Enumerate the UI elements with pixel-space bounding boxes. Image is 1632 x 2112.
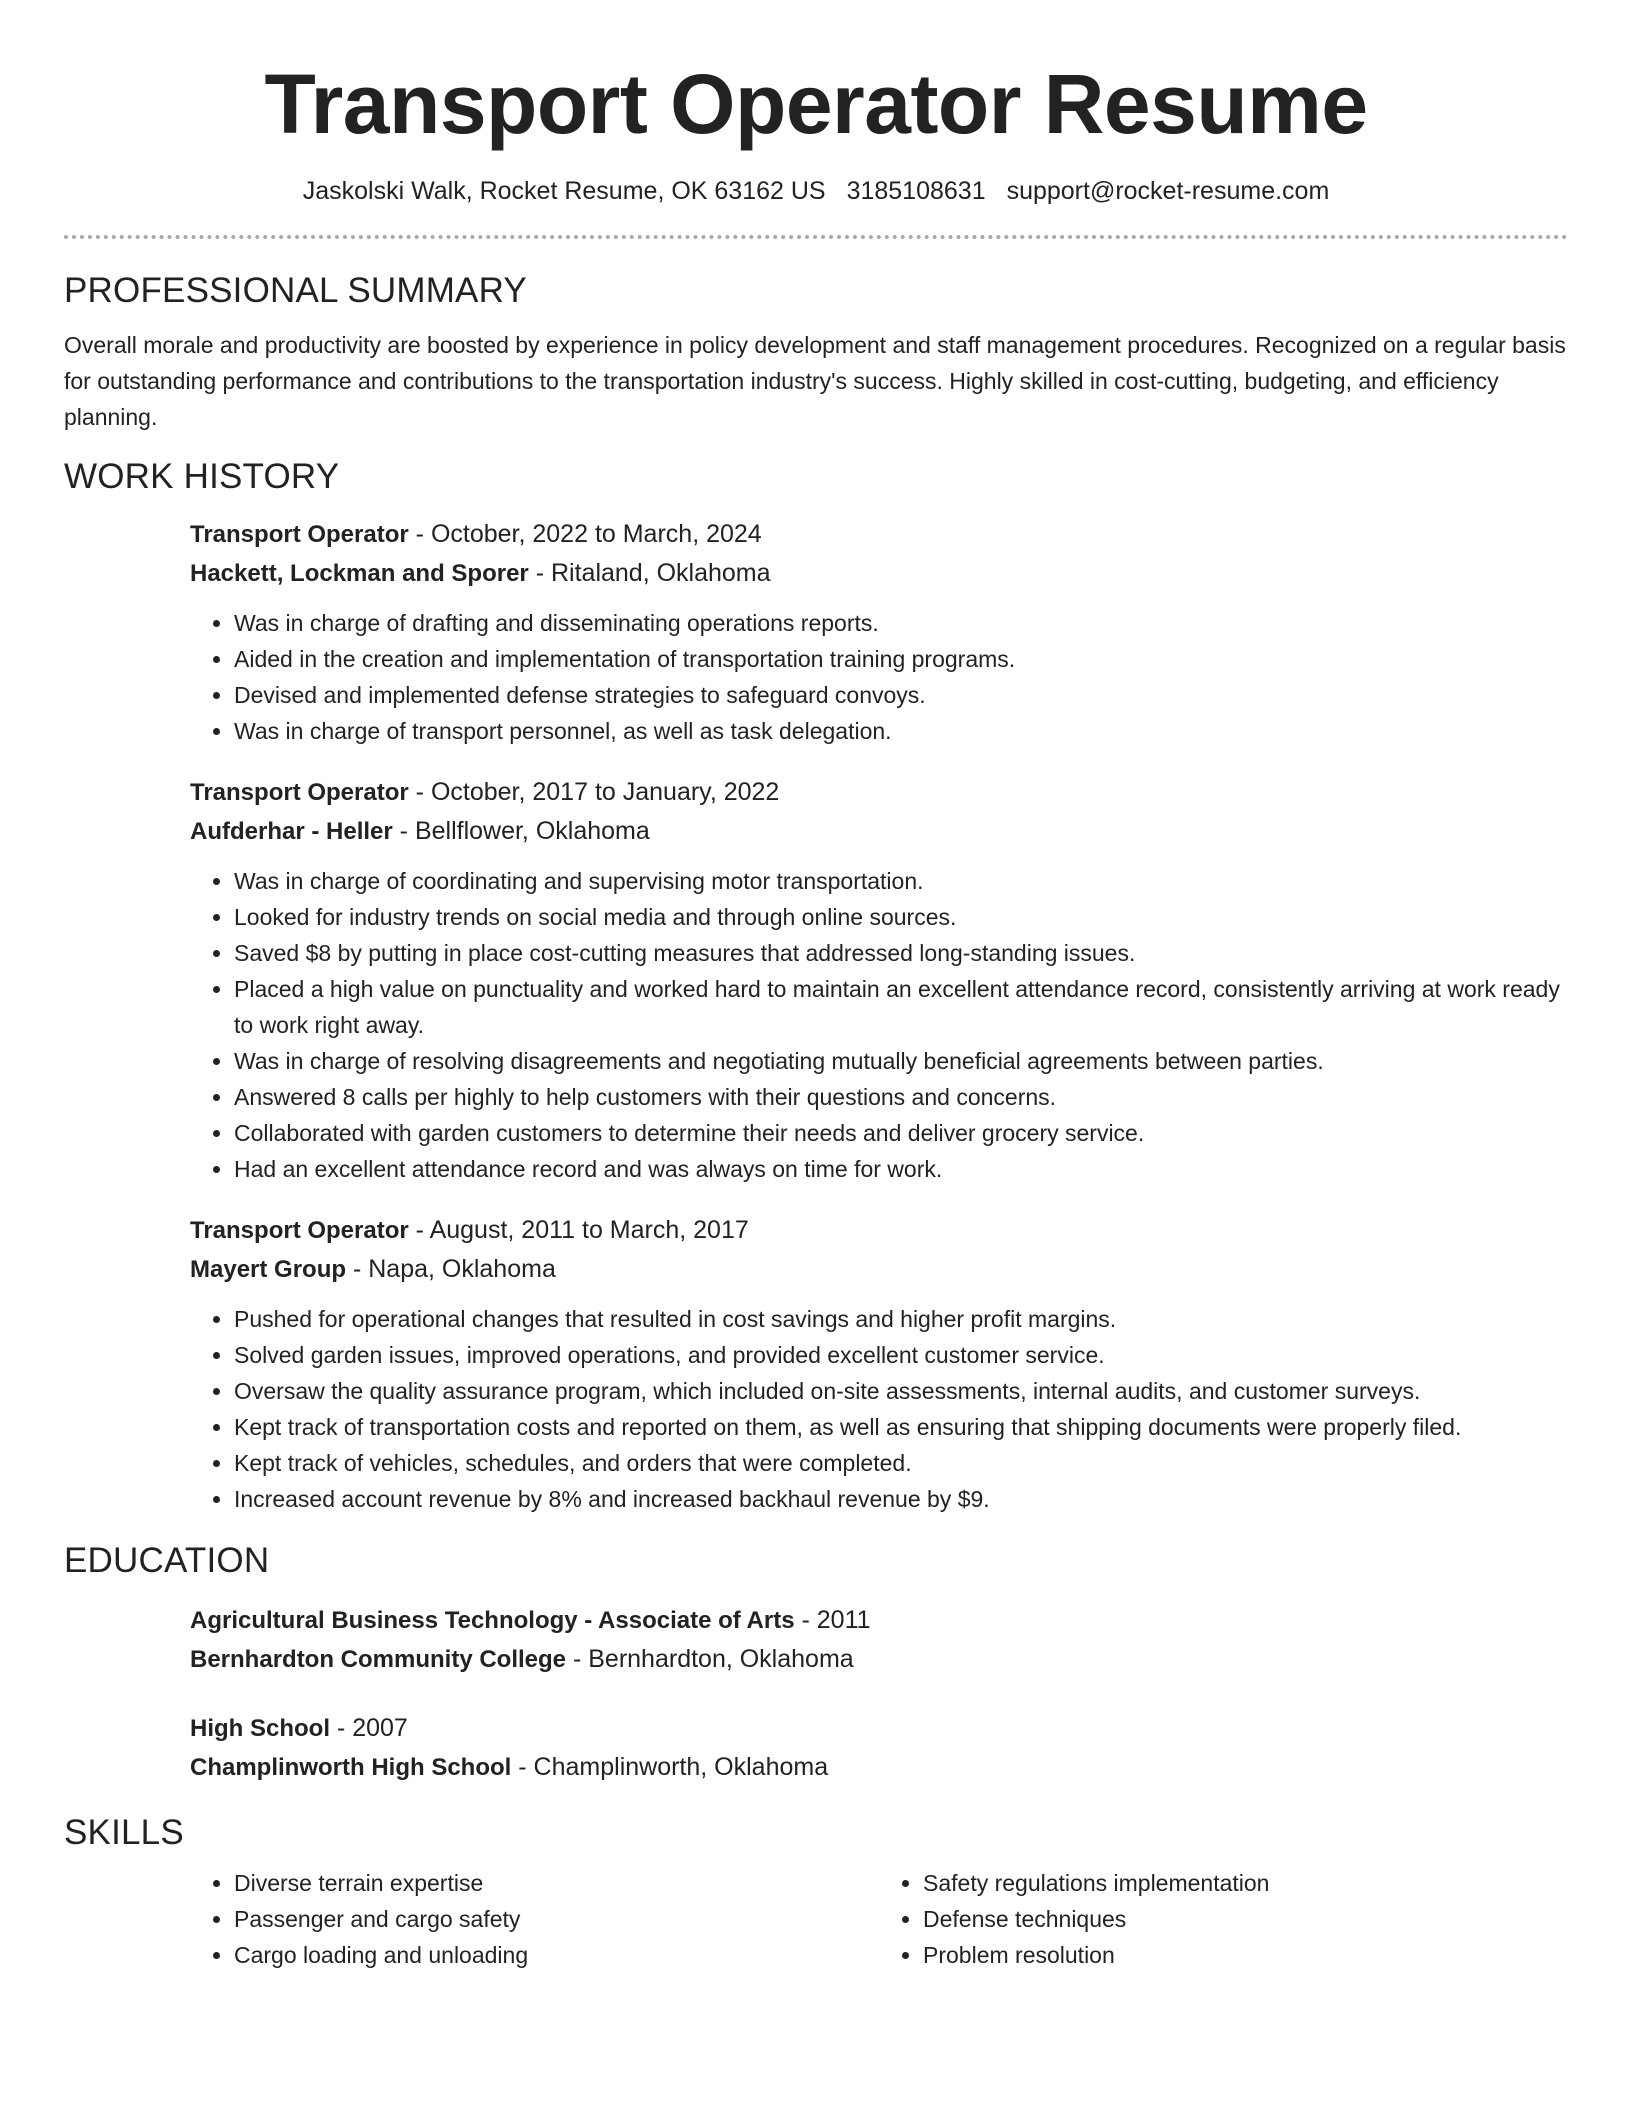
- job-location: Ritaland, Oklahoma: [550, 559, 771, 587]
- job-bullet: • Increased account revenue by 8% and increased backhaul revenue by $9.: [234, 1481, 1568, 1517]
- job-bullet: • Kept track of transportation costs and reported on them, as well as ensuring that shipping documents were properly filed.: [234, 1409, 1568, 1445]
- job-company-line: Mayert Group - Napa, Oklahoma: [190, 1255, 556, 1283]
- education-entry: [190, 1601, 1568, 1679]
- contact-phone: 3185108631: [846, 177, 986, 205]
- job-dates: October, 2017 to January, 2022: [430, 778, 780, 806]
- contact-line: [64, 174, 1568, 208]
- job-dates: October, 2022 to March, 2024: [430, 520, 762, 548]
- job-bullet: • Solved garden issues, improved operations, and provided excellent customer service.: [234, 1337, 1568, 1373]
- job-company-line: Hackett, Lockman and Sporer - Ritaland, Oklahoma: [190, 559, 771, 587]
- job-bullet: • Pushed for operational changes that resulted in cost savings and higher profit margins.: [234, 1301, 1568, 1337]
- skill-item: • Defense techniques: [923, 1901, 1568, 1937]
- summary-text: Overall morale and productivity are boosted by experience in policy development and staff management procedures. Recognized on a regular basis for outstanding performance and contributions to the transportation industry's success. Highly skilled in cost-cutting, budgeting, and efficiency planning.: [64, 332, 1566, 430]
- summary-heading: PROFESSIONAL SUMMARY: [64, 271, 527, 310]
- job-entry: [190, 515, 1568, 749]
- job-bullet: • Was in charge of drafting and disseminating operations reports.: [234, 605, 1568, 641]
- summary-section: [64, 269, 1568, 435]
- job-dates: August, 2011 to March, 2017: [429, 1216, 749, 1244]
- job-title: Transport Operator: [190, 1217, 409, 1244]
- education-school: Bernhardton Community College: [190, 1646, 567, 1673]
- job-location: Napa, Oklahoma: [368, 1255, 556, 1283]
- education-degree: High School: [190, 1715, 330, 1742]
- job-bullet: • Devised and implemented defense strategies to safeguard convoys.: [234, 677, 1568, 713]
- job-company-line: Aufderhar - Heller - Bellflower, Oklahoma: [190, 817, 650, 845]
- job-title-line: Transport Operator - October, 2017 to January, 2022: [190, 778, 780, 806]
- header-divider: [64, 235, 1568, 239]
- job-bullets: [190, 863, 1568, 1187]
- job-title: Transport Operator: [190, 521, 409, 548]
- education-location: Bernhardton, Oklahoma: [588, 1645, 854, 1673]
- job-bullet: • Looked for industry trends on social media and through online sources.: [234, 899, 1568, 935]
- education-degree-line: Agricultural Business Technology - Associate of Arts - 2011: [190, 1606, 871, 1634]
- job-entry: [190, 773, 1568, 1187]
- job-title-line: Transport Operator - October, 2022 to March, 2024: [190, 520, 762, 548]
- job-bullet: • Placed a high value on punctuality and worked hard to maintain an excellent attendance record, consistently arriving at work ready to work right away.: [234, 971, 1568, 1043]
- skill-item: • Safety regulations implementation: [923, 1865, 1568, 1901]
- education-year: 2007: [352, 1714, 408, 1742]
- job-company: Mayert Group: [190, 1256, 347, 1283]
- skills-heading: SKILLS: [64, 1813, 184, 1852]
- job-company: Aufderhar - Heller: [190, 818, 393, 845]
- skills-section: [64, 1811, 1568, 1973]
- page-title: Transport Operator Resume: [264, 57, 1368, 151]
- education-year: 2011: [816, 1606, 871, 1634]
- education-location: Champlinworth, Oklahoma: [533, 1753, 829, 1781]
- job-bullet: • Collaborated with garden customers to determine their needs and deliver grocery service.: [234, 1115, 1568, 1151]
- work-heading: WORK HISTORY: [64, 457, 340, 496]
- work-section: [64, 455, 1568, 1517]
- job-bullet: • Kept track of vehicles, schedules, and orders that were completed.: [234, 1445, 1568, 1481]
- education-section: [64, 1539, 1568, 1787]
- job-location: Bellflower, Oklahoma: [414, 817, 650, 845]
- job-title-line: Transport Operator - August, 2011 to March, 2017: [190, 1216, 749, 1244]
- education-heading: EDUCATION: [64, 1541, 270, 1580]
- job-bullet: • Was in charge of coordinating and supervising motor transportation.: [234, 863, 1568, 899]
- job-company: Hackett, Lockman and Sporer: [190, 560, 529, 587]
- job-bullet: • Was in charge of transport personnel, as well as task delegation.: [234, 713, 1568, 749]
- skill-item: • Diverse terrain expertise: [234, 1865, 879, 1901]
- education-degree-line: High School - 2007: [190, 1714, 408, 1742]
- job-bullet: • Saved $8 by putting in place cost-cutting measures that addressed long-standing issues.: [234, 935, 1568, 971]
- job-bullets: [190, 605, 1568, 749]
- skill-item: • Problem resolution: [923, 1937, 1568, 1973]
- skills-list-left: [190, 1865, 879, 1973]
- education-degree: Agricultural Business Technology - Associate of Arts: [190, 1607, 795, 1634]
- contact-address: Jaskolski Walk, Rocket Resume, OK 63162 US: [302, 177, 826, 205]
- education-school: Champlinworth High School: [190, 1754, 512, 1781]
- contact-email: support@rocket-resume.com: [1006, 177, 1330, 205]
- job-bullets: [190, 1301, 1568, 1517]
- education-entry: [190, 1709, 1568, 1787]
- job-entry: [190, 1211, 1568, 1517]
- education-school-line: Champlinworth High School - Champlinworth, Oklahoma: [190, 1753, 829, 1781]
- job-bullet: • Oversaw the quality assurance program, which included on-site assessments, internal audits, and customer surveys.: [234, 1373, 1568, 1409]
- job-bullet: • Was in charge of resolving disagreements and negotiating mutually beneficial agreements between parties.: [234, 1043, 1568, 1079]
- job-title: Transport Operator: [190, 779, 409, 806]
- skill-item: • Passenger and cargo safety: [234, 1901, 879, 1937]
- job-bullet: • Answered 8 calls per highly to help customers with their questions and concerns.: [234, 1079, 1568, 1115]
- education-school-line: Bernhardton Community College - Bernhardton, Oklahoma: [190, 1645, 854, 1673]
- skills-list-right: [879, 1865, 1568, 1973]
- skills-columns: [190, 1865, 1568, 1973]
- job-bullet: • Aided in the creation and implementation of transportation training programs.: [234, 641, 1568, 677]
- skill-item: • Cargo loading and unloading: [234, 1937, 879, 1973]
- job-bullet: • Had an excellent attendance record and was always on time for work.: [234, 1151, 1568, 1187]
